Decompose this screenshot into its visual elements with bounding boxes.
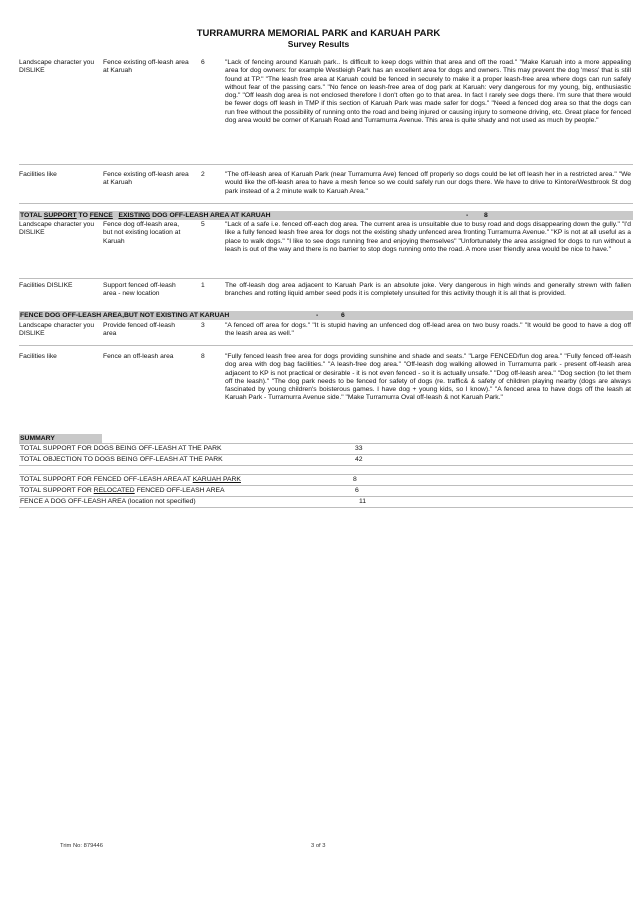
band-label: TOTAL SUPPORT TO FENCE EXISTING DOG OFF-LEASH AREA AT KARUAH	[20, 212, 271, 219]
summary-label: FENCE A DOG OFF-LEASH AREA (location not specified)	[20, 498, 196, 505]
row-divider	[19, 203, 633, 204]
row-divider	[19, 164, 633, 165]
row-count: 3	[201, 322, 205, 329]
band-count: 6	[341, 312, 345, 319]
row-divider	[19, 345, 633, 346]
row-item: Fence dog off-leash area, but not existing location at Karuah	[103, 221, 181, 245]
row-item: Fence existing off-leash area at Karuah	[103, 59, 189, 75]
summary-divider	[19, 465, 633, 466]
summary-value: 8	[353, 476, 357, 483]
row-category: Facilities like	[19, 353, 57, 360]
row-item: Fence an off-leash area	[103, 353, 174, 360]
summary-line	[19, 475, 633, 485]
summary-label: TOTAL SUPPORT FOR FENCED OFF-LEASH AREA AT KARUAH PARK	[20, 476, 241, 483]
summary-label: TOTAL OBJECTION TO DOGS BEING OFF-LEASH AT THE PARK	[20, 456, 223, 463]
row-category: Landscape character you DISLIKE	[19, 59, 95, 75]
summary-label: TOTAL SUPPORT FOR DOGS BEING OFF-LEASH AT THE PARK	[20, 445, 222, 452]
section-band-support-existing	[19, 211, 633, 220]
row-count: 1	[201, 282, 205, 289]
row-category: Landscape character you DISLIKE	[19, 322, 95, 338]
document-subtitle: Survey Results	[287, 39, 350, 49]
row-comments: The off-leash dog area adjacent to Karuah Park is an absolute joke. Very dangerous in high winds and generally strewn with fallen branches and rotting liquid amber seed pods it is completely unsuited for this activity though it is all that is provided.	[225, 282, 631, 298]
summary-label: TOTAL SUPPORT FOR RELOCATED FENCED OFF-LEASH AREA	[20, 487, 225, 494]
summary-value: 6	[355, 487, 359, 494]
row-divider	[19, 278, 633, 279]
row-item: Provide fenced off-leash area	[103, 322, 175, 338]
row-count: 6	[201, 59, 205, 66]
summary-value: 42	[355, 456, 363, 463]
row-category: Landscape character you DISLIKE	[19, 221, 95, 237]
summary-heading: SUMMARY	[19, 434, 102, 443]
summary-value: 11	[359, 498, 367, 505]
trim-number: Trim No: 879446	[60, 843, 103, 849]
band-label: FENCE DOG OFF-LEASH AREA,BUT NOT EXISTING AT KARUAH	[20, 312, 230, 319]
summary-line	[19, 455, 633, 465]
summary-line	[19, 497, 633, 507]
page-number: 3 of 3	[311, 843, 326, 849]
row-item: Fence existing off-leash area at Karuah	[103, 171, 189, 187]
band-dash: -	[466, 212, 469, 219]
summary-line	[19, 444, 633, 454]
row-comments: "Fully fenced leash free area for dogs providing sunshine and shade and seats." "Large FENCED/fun dog area." "Fully fenced off-leash dog area with dog bag facilities." "A leash-free dog area." "Off-leash dog walking allowed in Turramurra park - present off-leash area adjacent to KP is not practical or desirable - it is not even fenced - so it is actually unsafe." "Dog off-leash area." "Dog section (to let them off the leash)." "The dog park needs to be fenced for safety of dogs (re. traffic& & safety of children playing nearby (dogs are always fascinated by young children's boisterous games. I have dog + young kids, so I know)." "A fenced area to have dogs off the leash at Karuah Park - Turramurra Avenue side." "Make Turramurra Oval off-leash & not Karuah Park."	[225, 353, 631, 402]
band-count: 8	[484, 212, 488, 219]
row-comments: "Lack of a safe i.e. fenced off-each dog area. The current area is unsuitable due to busy road and dogs disappearing down the gully." "I'd like a fully fenced leash free area for dogs not the existing shady unfenced area fronting Turramurra Avenue." "KP is not at all useful as a place to walk dogs." "I like to see dogs running free and enjoying themselves" "Unfortunately the area assigned for dogs to run without a leash is out of the way and there is no barrier to stop dogs running onto the road. A more user friendly area would be nice to have."	[225, 221, 631, 253]
summary-value: 33	[355, 445, 363, 452]
summary-line	[19, 486, 633, 496]
row-category: Facilities DISLIKE	[19, 282, 73, 289]
document-title: TURRAMURRA MEMORIAL PARK and KARUAH PARK	[196, 28, 441, 39]
summary-divider	[19, 507, 633, 508]
row-count: 2	[201, 171, 205, 178]
section-band-fence-not-existing	[19, 311, 633, 320]
row-item: Support fenced off-leash area - new location	[103, 282, 176, 298]
row-comments: "Lack of fencing around Karuah park.. Is difficult to keep dogs within that area and off the road." "Make Karuah into a more appealing area for dog owners: for example Westleigh Park has an excellent area for dogs and owners. This may prevent the dog 'mess' that is still found at TP." "The leash free area at Karuah could be fenced in securely to make it a proper leash-free area where dogs can run safely without fear of the passing cars." "No fence on leash-free area of dog park at Karuah: very dangerous for my young, big, enthusiastic dog." "Off leash dog area is not enclosed therefore I don't often go to that area. In fact I rarely see dogs there. I'm sure that there would be fewer dogs off leash in TMP if this section of Karuah Park was made safer for dogs." "Need a fenced dog area so that the dogs can run free without the possibility of running onto the road and being injured or causing injury to someone driving, etc. Great place for fenced dog area would be corner of Karuah Road and Turramurra Avenue. This area is quite shady and not used as much by people."	[225, 59, 631, 125]
band-dash: -	[316, 312, 319, 319]
row-count: 5	[201, 221, 205, 228]
row-category: Facilities like	[19, 171, 57, 178]
row-comments: "The off-leash area of Karuah Park (near Turramurra Ave) fenced off properly so dogs could be let off leash her in a restricted area." "We would like the off-leash area to have a mesh fence so we could safely run our dogs there. We have to drive to Kintore/Westbrook St dog park instead of a 2 minute walk to Karuah Area."	[225, 171, 631, 195]
row-comments: "A fenced off area for dogs." "It is stupid having an unfenced dog off-lead area on two busy roads." "It would be good to have a dog off the leash area as well."	[225, 322, 631, 338]
row-count: 8	[201, 353, 205, 360]
